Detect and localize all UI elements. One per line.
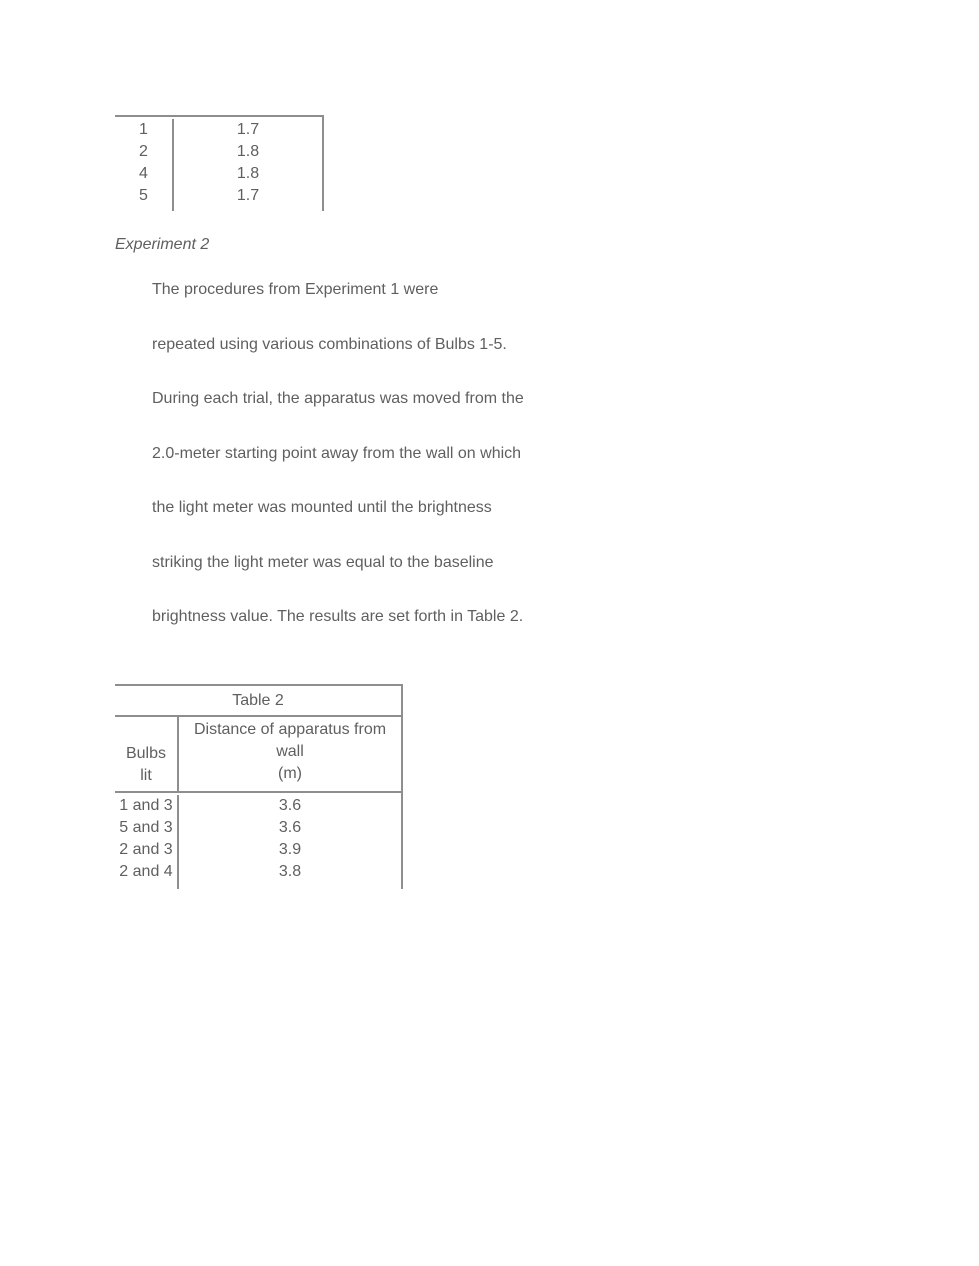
table-row — [115, 795, 401, 817]
bulbs-lit-header — [115, 717, 179, 791]
bulb-cell: 2 — [115, 141, 174, 163]
header-line: lit — [140, 767, 152, 784]
distance-cell: 3.8 — [278, 863, 302, 880]
paragraph-line: the light meter was mounted until the brightness — [152, 499, 492, 516]
distance-cell: 3.6 — [278, 819, 302, 836]
distance-cell: 1.8 — [236, 143, 260, 160]
table-row — [115, 141, 322, 163]
paragraph-line: The procedures from Experiment 1 were — [152, 281, 439, 298]
bulbs-cell: 2 and 4 — [115, 861, 179, 889]
distance-cell: 3.9 — [278, 841, 302, 858]
table-2 — [115, 684, 403, 889]
header-line: (m) — [278, 765, 302, 782]
table-2-header — [115, 717, 401, 793]
distance-cell: 3.6 — [278, 797, 302, 814]
table-row — [115, 817, 401, 839]
header-line: Bulbs — [125, 745, 167, 762]
header-line: wall — [276, 743, 304, 760]
header-line: Distance of apparatus from — [193, 721, 387, 738]
distance-cell: 1.7 — [236, 187, 260, 204]
bulbs-cell: 1 and 3 — [115, 795, 179, 817]
paragraph-line: 2.0-meter starting point away from the wall on which — [152, 444, 522, 462]
experiment-2-heading: Experiment 2 — [115, 236, 210, 253]
table-row — [115, 839, 401, 861]
paragraph-line: striking the light meter was equal to the baseline — [152, 553, 494, 571]
bulbs-cell: 5 and 3 — [115, 817, 179, 839]
paragraph-line: During each trial, the apparatus was moved from the — [152, 390, 524, 407]
table-2-body — [115, 795, 401, 889]
bulb-cell: 4 — [115, 163, 174, 185]
table-row — [115, 185, 322, 211]
paragraph-line: repeated using various combinations of Bulbs 1-5. — [152, 335, 507, 353]
paragraph-line: brightness value. The results are set forth in Table 2. — [152, 608, 524, 625]
bulb-cell: 5 — [115, 185, 174, 211]
table-1 — [115, 115, 324, 211]
table-row — [115, 861, 401, 889]
experiment-2-paragraph — [152, 279, 524, 661]
distance-header — [179, 717, 401, 791]
bulbs-cell: 2 and 3 — [115, 839, 179, 861]
distance-cell: 1.8 — [236, 165, 260, 182]
bulb-cell: 1 — [115, 119, 174, 141]
table-2-title: Table 2 — [115, 686, 401, 717]
table-row — [115, 163, 322, 185]
distance-cell: 1.7 — [236, 121, 260, 138]
table-row — [115, 117, 322, 141]
